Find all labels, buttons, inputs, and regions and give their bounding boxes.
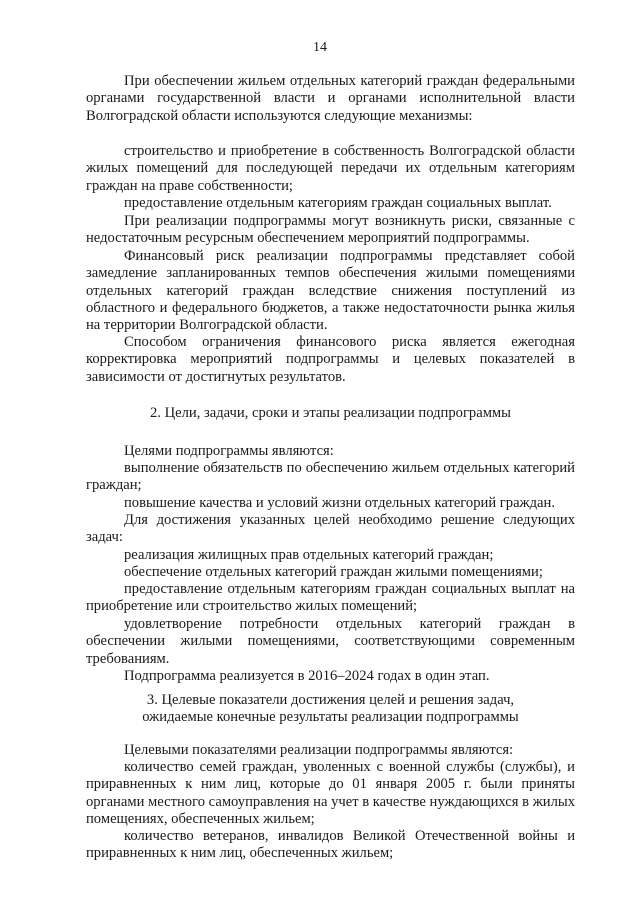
section-2-title: 2. Цели, задачи, сроки и этапы реализации подпрограммы — [150, 405, 511, 421]
section-3-title-line-2: ожидаемые конечные результаты реализации подпрограммы — [142, 709, 519, 725]
paragraph-tasks-intro: Для достижения указанных целей необходимо решение следующих задач: — [86, 512, 575, 546]
paragraph-mechanism-payments: предоставление отдельным категориям граждан социальных выплат. — [124, 195, 552, 211]
paragraph-risks: При реализации подпрограммы могут возникнуть риски, связанные с недостаточным ресурсным обеспечением мероприятий подпрограммы. — [86, 213, 575, 247]
paragraph-task-2: обеспечение отдельных категорий граждан жилыми помещениями; — [124, 564, 543, 580]
paragraph-mechanisms-intro: При обеспечении жильем отдельных категорий граждан федеральными органами государственной власти и органами исполнительной власти Волгоградской области используются следующие механизмы: — [86, 73, 575, 124]
paragraph-indicators-intro: Целевыми показателями реализации подпрограммы являются: — [124, 742, 514, 758]
paragraph-task-4: удовлетворение потребности отдельных категорий граждан в обеспечении жилыми помещениями, соответствующими современным требованиям. — [86, 616, 575, 667]
paragraph-risk-limitation: Способом ограничения финансового риска является ежегодная корректировка мероприятий подпрограммы и целевых показателей в зависимости от достигнутых результатов. — [86, 334, 575, 385]
paragraph-goal-2: повышение качества и условий жизни отдельных категорий граждан. — [124, 495, 555, 511]
section-3-title-line-1: 3. Целевые показатели достижения целей и решения задач, — [146, 692, 515, 708]
paragraph-task-3: предоставление отдельным категориям граждан социальных выплат на приобретение или строительство жилых помещений; — [86, 581, 575, 615]
page-number: 14 — [313, 40, 327, 55]
paragraph-financial-risk: Финансовый риск реализации подпрограммы представляет собой замедление запланированных темпов обеспечения жилыми помещениями отдельных категорий граждан вследствие снижения поступлений из областного и федерального бюджетов, а также недостаточности рынка жилья на территории Волгоградской области. — [86, 248, 575, 334]
paragraph-timeline: Подпрограмма реализуется в 2016–2024 годах в один этап. — [124, 668, 490, 684]
paragraph-goals-intro: Целями подпрограммы являются: — [124, 443, 334, 459]
paragraph-indicator-2: количество ветеранов, инвалидов Великой Отечественной войны и приравненных к ним лиц, обеспеченных жильем; — [86, 828, 575, 862]
paragraph-mechanism-construction: строительство и приобретение в собственность Волгоградской области жилых помещений для последующей передачи их отдельным категориям граждан на праве собственности; — [86, 143, 575, 194]
paragraph-goal-1: выполнение обязательств по обеспечению жильем отдельных категорий граждан; — [86, 460, 575, 494]
paragraph-indicator-1: количество семей граждан, уволенных с военной службы (службы), и приравненных к ним лиц, которые до 01 января 2005 г. были приняты органами местного самоуправления на учет в качестве нуждающихся в жилых помещениях, обеспеченных жильем; — [86, 759, 575, 827]
paragraph-task-1: реализация жилищных прав отдельных категорий граждан; — [124, 547, 494, 563]
